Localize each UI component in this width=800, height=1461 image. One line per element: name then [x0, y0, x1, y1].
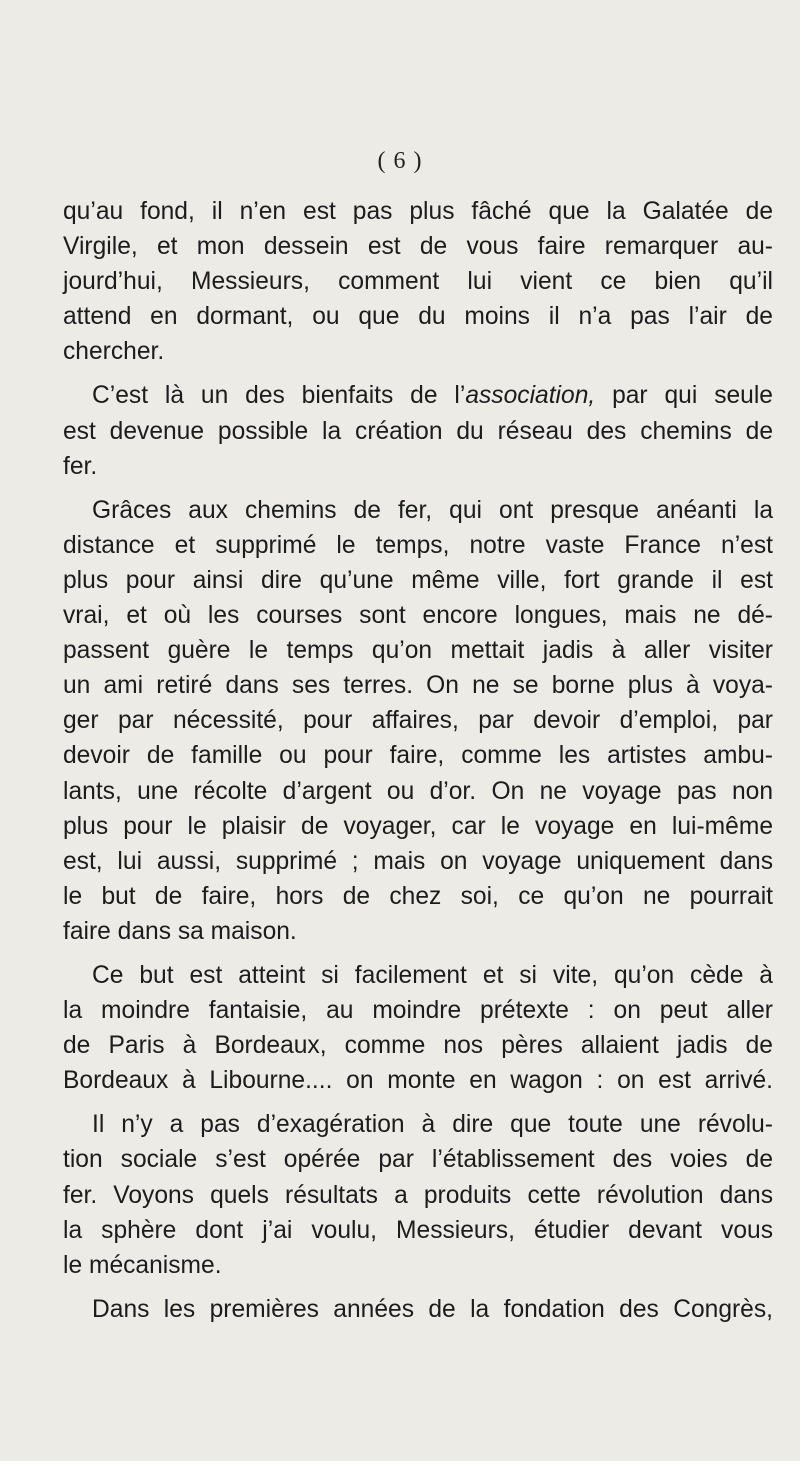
text-line: Bordeaux à Libourne.... on monte en wagon : on est arrivé.	[63, 1067, 773, 1095]
text-line: plus pour ainsi dire qu’une même ville, fort grande il est	[63, 566, 773, 594]
paragraph-2	[63, 378, 773, 483]
text-line: jourd’hui, Messieurs, comment lui vient ce bien qu’il	[63, 268, 773, 296]
text-line: faire dans sa maison.	[63, 917, 297, 945]
paragraph-6	[63, 1292, 773, 1327]
text-line: le mécanisme.	[63, 1251, 222, 1279]
text-line: Il n’y a pas d’exagération à dire que toute une révolu-	[92, 1111, 773, 1139]
text-line: la moindre fantaisie, au moindre prétexte : on peut aller	[63, 997, 773, 1025]
text-line: la sphère dont j’ai voulu, Messieurs, étudier devant vous	[63, 1216, 773, 1244]
text-line: est devenue possible la création du réseau des chemins de	[63, 417, 773, 445]
text-line: chercher.	[63, 338, 165, 366]
text-line: fer.	[63, 452, 98, 480]
text-line: vrai, et où les courses sont encore longues, mais ne dé-	[63, 602, 773, 630]
text-line: un ami retiré dans ses terres. On ne se borne plus à voya-	[63, 672, 773, 700]
italic-term: association,	[465, 382, 596, 410]
text-line: attend en dormant, ou que du moins il n’a pas l’air de	[63, 303, 773, 331]
paragraph-5	[63, 1107, 773, 1282]
text-line: Virgile, et mon dessein est de vous faire remarquer au-	[63, 233, 773, 261]
body-text	[63, 194, 773, 1327]
text-line: plus pour le plaisir de voyager, car le voyage en lui-même	[63, 812, 773, 840]
text-line: qu’au fond, il n’en est pas plus fâché que la Galatée de	[63, 198, 773, 225]
text-line: est, lui aussi, supprimé ; mais on voyage uniquement dans	[63, 847, 773, 875]
paragraph-4	[63, 958, 773, 1098]
text-line: Ce but est atteint si facilement et si vite, qu’on cède à	[92, 961, 773, 989]
text-line: fer. Voyons quels résultats a produits cette révolution dans	[63, 1181, 773, 1209]
page-number: ( 6 )	[377, 148, 423, 174]
text-line: passent guère le temps qu’on mettait jadis à aller visiter	[63, 637, 773, 665]
text-line-with-italic: C’est là un des bienfaits de l’association, par qui seule	[92, 382, 773, 410]
text-line: tion sociale s’est opérée par l’établissement des voies de	[63, 1146, 773, 1174]
text-line: de Paris à Bordeaux, comme nos pères allaient jadis de	[63, 1032, 773, 1060]
paragraph-1	[63, 194, 773, 369]
text-line: le but de faire, hors de chez soi, ce qu’on ne pourrait	[63, 882, 773, 910]
text-line: Grâces aux chemins de fer, qui ont presque anéanti la	[92, 496, 773, 524]
text-line: devoir de famille ou pour faire, comme les artistes ambu-	[63, 742, 773, 770]
text-line: distance et supprimé le temps, notre vaste France n’est	[63, 531, 773, 559]
text-line: ger par nécessité, pour affaires, par devoir d’emploi, par	[63, 707, 773, 735]
text-line: lants, une récolte d’argent ou d’or. On ne voyage pas non	[63, 777, 773, 805]
text-line: Dans les premières années de la fondation des Congrès,	[92, 1295, 773, 1323]
paragraph-3	[63, 493, 773, 949]
